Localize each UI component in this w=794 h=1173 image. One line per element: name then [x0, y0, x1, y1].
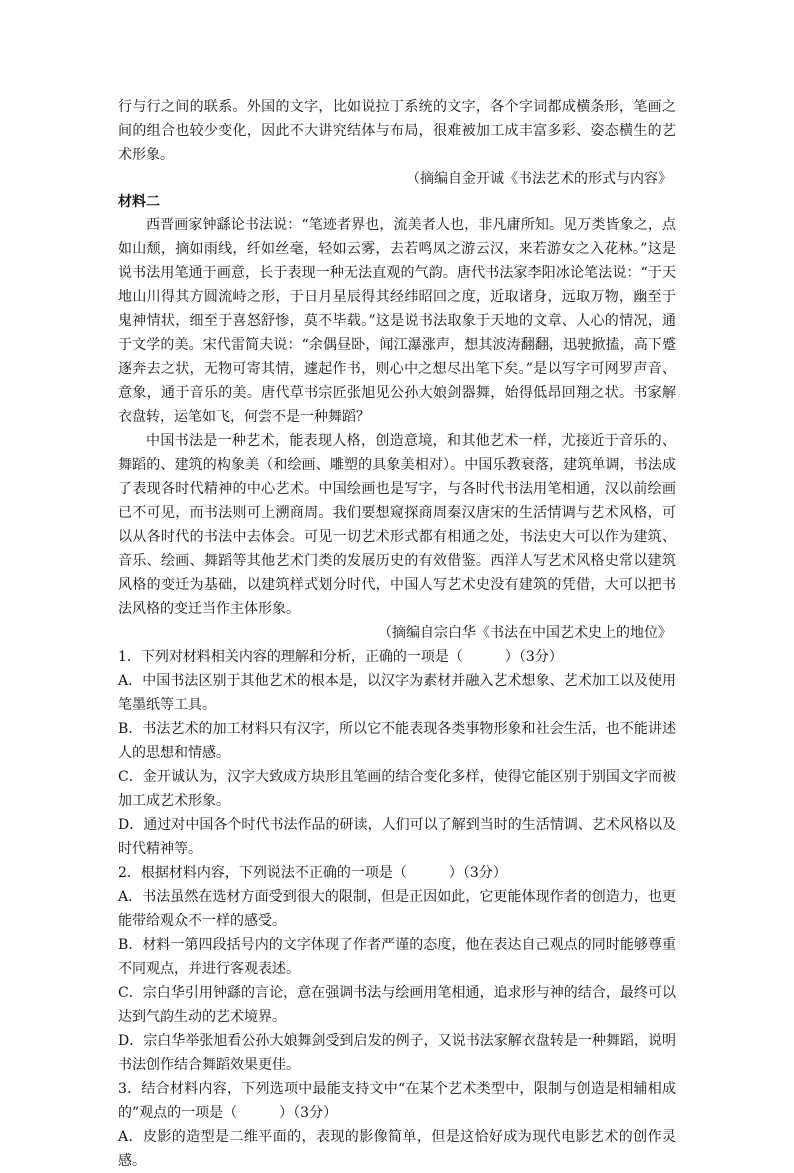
question-3-option-a: A．皮影的造型是二维平面的，表现的影像简单，但是这恰好成为现代电影艺术的创作灵感。 [118, 1129, 676, 1169]
question-2-stem: 2．根据材料内容，下列说法不正确的一项是（ ）（3分） [118, 865, 507, 881]
question-2-option-c: C．宗白华引用钟繇的言论，意在强调书法与绘画用笔相通，追求形与神的结合，最终可以达到气韵生动的艺术境界。 [118, 985, 676, 1025]
question-2-option-d: D．宗白华举张旭看公孙大娘舞剑受到启发的例子，又说书法家解衣盘转是一种舞蹈，说明书法创作结合舞蹈效果更佳。 [118, 1033, 676, 1073]
question-1-option-c: C．金开诚认为，汉字大致成方块形且笔画的结合变化多样，使得它能区别于别国文字而被加工成艺术形象。 [118, 769, 676, 809]
question-1-option-a: A．中国书法区别于其他艺术的根本是，以汉字为素材并融入艺术想象、艺术加工以及使用笔墨纸等工具。 [118, 673, 676, 713]
material2-source: （摘编自宗白华《书法在中国艺术史上的地位》 [378, 625, 672, 641]
question-3 [118, 1077, 676, 1173]
question-3-stem: 3．结合材料内容，下列选项中最能支持文中“在某个艺术类型中，限制与创造是相辅相成的”观点的一项是（ ）（3分） [118, 1081, 676, 1121]
question-1 [118, 645, 676, 861]
material2-paragraph-1: 西晋画家钟繇论书法说：“笔迹者界也，流美者人也，非凡庸所知。见万类皆象之，点如山颓，摘如雨线，纤如丝毫，轻如云雾，去若鸣凤之游云汉，来若游女之入花林。”这是说书法用笔通于画意，长于表现一种无法直观的气韵。唐代书法家李阳冰论笔法说：“于天地山川得其方圆流峙之形，于日月星辰得其经纬昭回之度，近取诸身，远取万物，幽至于鬼神情状，细至于喜怒舒惨，莫不毕载。”这是说书法取象于天地的文章、人心的情况，通于文学的美。宋代雷简夫说：“余偶昼卧，闻江瀑涨声，想其波涛翻翻，迅驶掀搕，高下蹙逐奔去之状，无物可寄其情，遽起作书，则心中之想尽出笔下矣。”是以写字可网罗声音、意象，通于音乐的美。唐代草书宗匠张旭见公孙大娘剑器舞，始得低昂回翔之状。书家解衣盘转，运笔如飞，何尝不是一种舞蹈？ [118, 217, 676, 425]
question-2 [118, 861, 676, 1077]
question-2-option-b: B．材料一第四段括号内的文字体现了作者严谨的态度，他在表达自己观点的同时能够尊重不同观点，并进行客观表述。 [118, 937, 676, 977]
question-1-option-b: B．书法艺术的加工材料只有汉字，所以它不能表现各类事物形象和社会生活，也不能讲述人的思想和情感。 [118, 721, 676, 761]
material1-tail-paragraph: 行与行之间的联系。外国的文字，比如说拉丁系统的文字，各个字词都成横条形，笔画之间的组合也较少变化，因此不大讲究结体与布局，很难被加工成丰富多彩、姿态横生的艺术形象。 [118, 99, 676, 163]
question-1-option-d: D．通过对中国各个时代书法作品的研读，人们可以了解到当时的生活情调、艺术风格以及时代精神等。 [118, 817, 676, 857]
material2-paragraph-2: 中国书法是一种艺术，能表现人格，创造意境，和其他艺术一样，尤接近于音乐的、舞蹈的、建筑的构象美（和绘画、雕塑的具象美相对）。中国乐教衰落，建筑单调，书法成了表现各时代精神的中心艺术。中国绘画也是写字，与各时代书法用笔相通，汉以前绘画已不可见，而书法则可上溯商周。我们要想窥探商周秦汉唐宋的生活情调与艺术风格，可以从各时代的书法中去体会。可见一切艺术形式都有相通之处，书法史大可以作为建筑、音乐、绘画、舞蹈等其他艺术门类的发展历史的有效借鉴。西洋人写艺术风格史常以建筑风格的变迁为基础，以建筑样式划分时代，中国人写艺术史没有建筑的凭借，大可以把书法风格的变迁当作主体形象。 [118, 433, 676, 617]
question-1-stem: 1．下列对材料相关内容的理解和分析，正确的一项是（ ）（3分） [118, 649, 563, 665]
material2-heading: 材料二 [118, 194, 160, 210]
question-2-option-a: A．书法虽然在选材方面受到很大的限制，但是正因如此，它更能体现作者的创造力，也更能带给观众不一样的感受。 [118, 889, 676, 929]
material1-source: （摘编自金开诚《书法艺术的形式与内容》 [406, 171, 672, 187]
